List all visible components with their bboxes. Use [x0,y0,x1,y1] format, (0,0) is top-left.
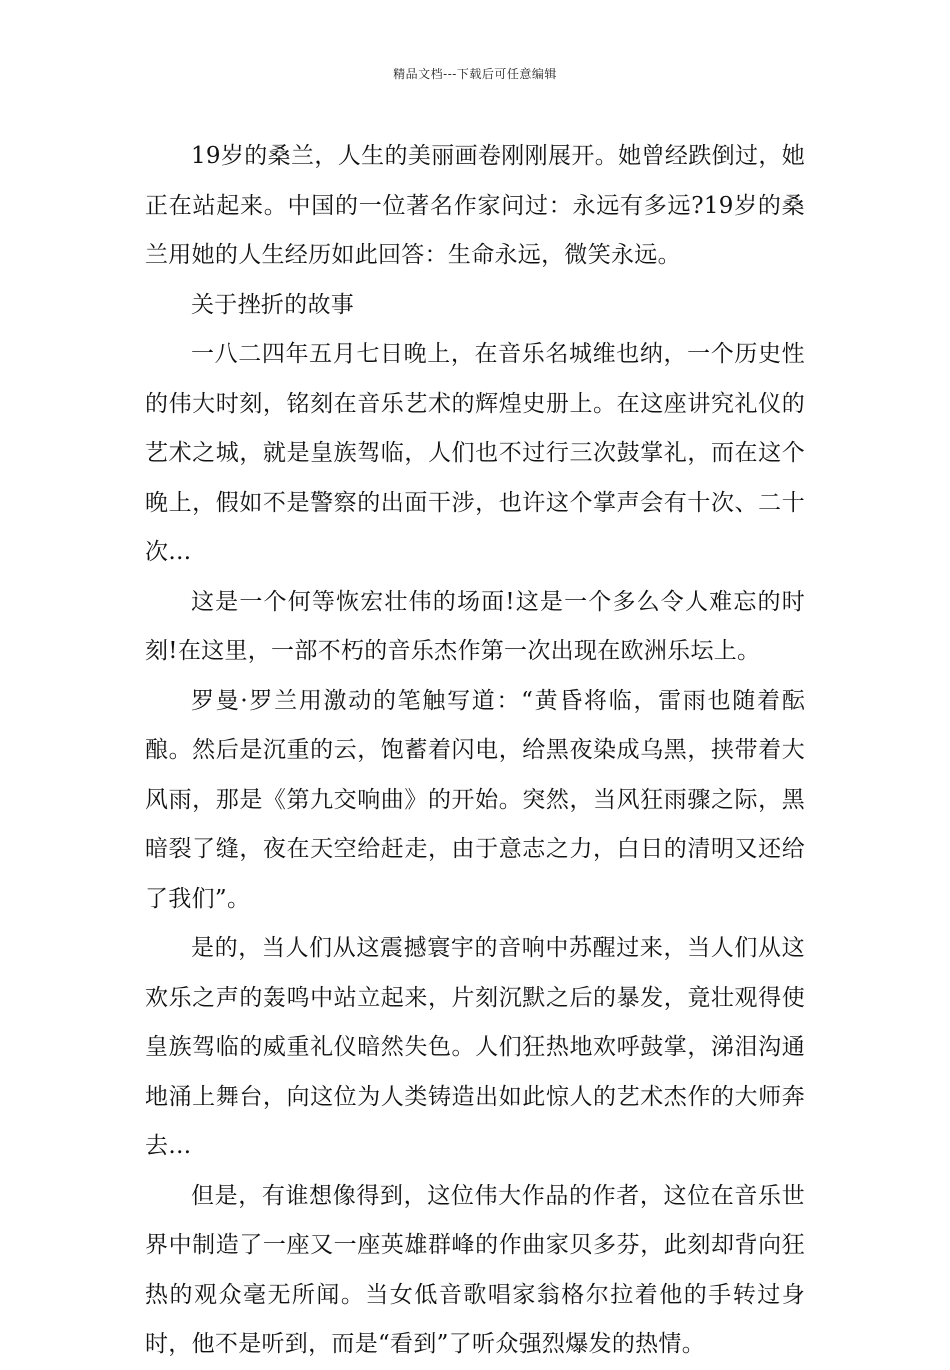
paragraph-3: 这是一个何等恢宏壮伟的场面!这是一个多么令人难忘的时刻!在这里，一部不朽的音乐杰作第一次出现在欧洲乐坛上。 [145,588,805,664]
paragraph-6: 但是，有谁想像得到，这位伟大作品的作者，这位在音乐世界中制造了一座又一座英雄群峰的作曲家贝多芬，此刻却背向狂热的观众毫无所闻。当女低音歌唱家翁格尔拉着他的手转过身时，他不是听到，而是“看到”了听众强烈爆发的热情。 [145,1182,805,1357]
section-heading: 关于挫折的故事 [191,291,355,318]
paragraph-1: 19岁的桑兰，人生的美丽画卷刚刚展开。她曾经跌倒过，她正在站起来。中国的一位著名作家问过：永远有多远?19岁的桑兰用她的人生经历如此回答：生命永远，微笑永远。 [145,143,805,268]
document-body [145,132,805,1370]
paragraph-4: 罗曼·罗兰用激动的笔触写道：“黄昏将临，雷雨也随着酝酿。然后是沉重的云，饱蓄着闪电，给黑夜染成乌黑，挟带着大风雨，那是《第九交响曲》的开始。突然，当风狂雨骤之际，黑暗裂了缝，夜在天空给赶走，由于意志之力，白日的清明又还给了我们”。 [145,687,805,912]
page-header: 精品文档---下载后可任意编辑 [393,67,557,81]
paragraph-5: 是的，当人们从这震撼寰宇的音响中苏醒过来，当人们从这欢乐之声的轰鸣中站立起来，片刻沉默之后的暴发，竟壮观得使皇族驾临的威重礼仪暗然失色。人们狂热地欢呼鼓掌，涕泪沟通地涌上舞台，向这位为人类铸造出如此惊人的艺术杰作的大师奔去… [145,935,805,1159]
paragraph-2: 一八二四年五月七日晚上，在音乐名城维也纳，一个历史性的伟大时刻，铭刻在音乐艺术的辉煌史册上。在这座讲究礼仪的艺术之城，就是皇族驾临，人们也不过行三次鼓掌礼，而在这个晚上，假如不是警察的出面干涉，也许这个掌声会有十次、二十次… [145,341,805,565]
